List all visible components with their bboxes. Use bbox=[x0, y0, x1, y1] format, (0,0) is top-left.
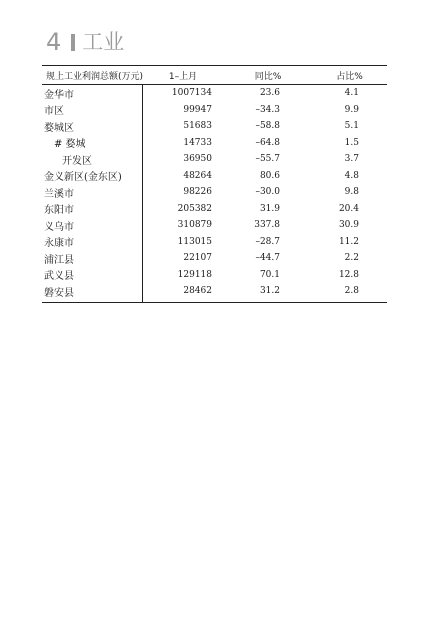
profit-value: 129118 bbox=[177, 269, 212, 280]
column-header-profit: 1–上月 bbox=[142, 66, 224, 85]
yoy-value: 31.9 bbox=[259, 203, 280, 214]
region-name: 永康市 bbox=[42, 234, 142, 251]
yoy-value: 80.6 bbox=[259, 170, 280, 181]
share-value: 5.1 bbox=[344, 121, 359, 132]
profit-value: 48264 bbox=[183, 170, 212, 181]
yoy-value: 23.6 bbox=[259, 88, 280, 99]
yoy-value: 337.8 bbox=[254, 220, 280, 231]
profit-value: 1007134 bbox=[171, 88, 212, 99]
table-row bbox=[42, 118, 387, 135]
share-value: 30.9 bbox=[338, 220, 359, 231]
region-name: 兰溪市 bbox=[42, 184, 142, 201]
share-value: 2.8 bbox=[312, 283, 387, 302]
yoy-value: 70.1 bbox=[259, 269, 280, 280]
profit-value: 98226 bbox=[183, 187, 212, 198]
yoy-value: –64.8 bbox=[255, 137, 280, 148]
region-name: 金华市 bbox=[42, 85, 142, 102]
profit-value: 22107 bbox=[183, 253, 212, 264]
region-name: 婺城区 bbox=[42, 118, 142, 135]
profit-value: 310879 bbox=[177, 220, 212, 231]
table-row bbox=[42, 217, 387, 234]
yoy-value: –58.8 bbox=[255, 121, 280, 132]
share-value: 11.2 bbox=[338, 236, 359, 247]
column-header-share: 占比% bbox=[312, 66, 387, 85]
yoy-value: –55.7 bbox=[255, 154, 280, 165]
table-row bbox=[42, 85, 387, 102]
share-value: 20.4 bbox=[338, 203, 359, 214]
share-value: 3.7 bbox=[344, 154, 359, 165]
region-name: # 婺城 bbox=[42, 135, 142, 152]
table-row bbox=[42, 250, 387, 267]
yoy-value: –30.0 bbox=[255, 187, 280, 198]
table-header-row bbox=[42, 66, 387, 85]
region-name: 浦江县 bbox=[42, 250, 142, 267]
share-value: 4.1 bbox=[344, 88, 359, 99]
region-name: 市区 bbox=[42, 102, 142, 119]
section-number: 4 bbox=[46, 28, 62, 56]
yoy-value: 31.2 bbox=[224, 283, 312, 302]
yoy-value: –28.7 bbox=[255, 236, 280, 247]
yoy-value: –44.7 bbox=[255, 253, 280, 264]
region-name: 开发区 bbox=[42, 151, 142, 168]
share-value: 4.8 bbox=[344, 170, 359, 181]
region-name: 金义新区(金东区) bbox=[42, 168, 142, 185]
profit-value: 14733 bbox=[183, 137, 212, 148]
column-header-region: 规上工业利润总额(万元) bbox=[42, 66, 142, 85]
share-value: 12.8 bbox=[338, 269, 359, 280]
share-value: 9.8 bbox=[344, 187, 359, 198]
table-row bbox=[42, 151, 387, 168]
table-row bbox=[42, 184, 387, 201]
section-header bbox=[46, 28, 124, 56]
yoy-value: –34.3 bbox=[255, 104, 280, 115]
table-row bbox=[42, 267, 387, 284]
table-row bbox=[42, 234, 387, 251]
section-divider-bar bbox=[71, 34, 75, 51]
region-name: 东阳市 bbox=[42, 201, 142, 218]
industrial-profit-table bbox=[42, 65, 387, 303]
share-value: 1.5 bbox=[344, 137, 359, 148]
profit-value: 36950 bbox=[183, 154, 212, 165]
table-row bbox=[42, 168, 387, 185]
profit-value: 99947 bbox=[183, 104, 212, 115]
region-name: 武义县 bbox=[42, 267, 142, 284]
share-value: 9.9 bbox=[344, 104, 359, 115]
section-title: 工业 bbox=[82, 30, 125, 54]
profit-value: 113015 bbox=[177, 236, 212, 247]
table-row bbox=[42, 201, 387, 218]
region-name: 磐安县 bbox=[42, 283, 142, 302]
profit-value: 28462 bbox=[142, 283, 224, 302]
share-value: 2.2 bbox=[344, 253, 359, 264]
column-header-yoy: 同比% bbox=[224, 66, 312, 85]
table-row bbox=[42, 102, 387, 119]
profit-value: 205382 bbox=[177, 203, 212, 214]
table-row bbox=[42, 135, 387, 152]
profit-value: 51683 bbox=[183, 121, 212, 132]
region-name: 义乌市 bbox=[42, 217, 142, 234]
table-row bbox=[42, 283, 387, 302]
